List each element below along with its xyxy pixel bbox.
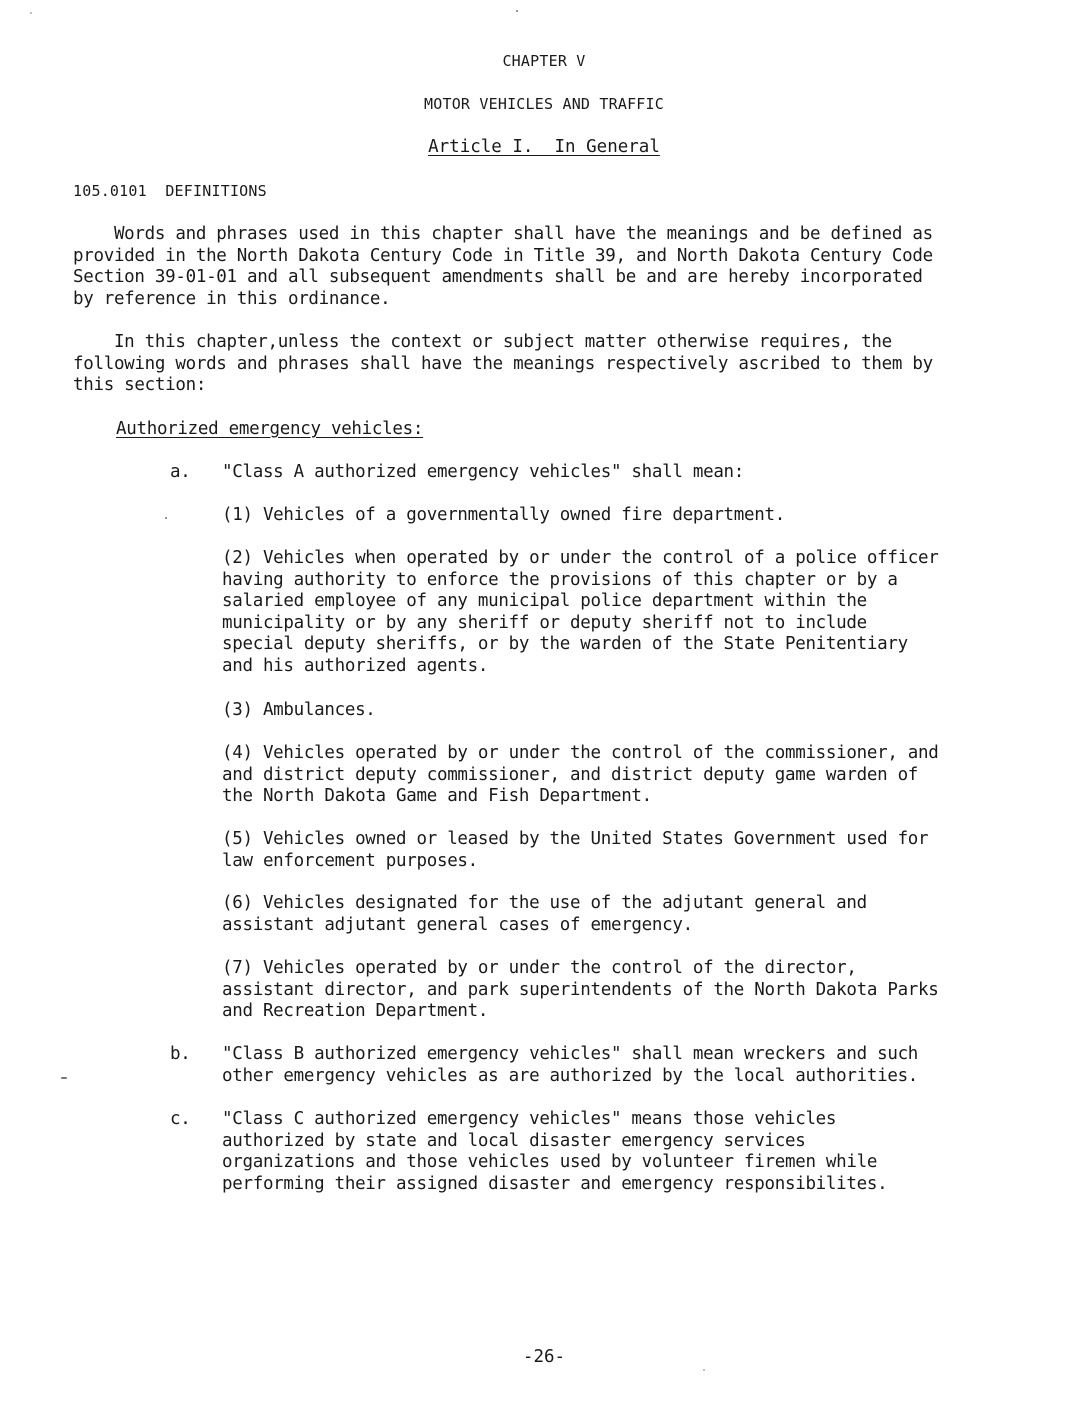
item-b-text: [222, 1044, 918, 1087]
scan-speck: [165, 517, 167, 519]
scan-speck: [516, 10, 518, 12]
paragraph-line: Section 39-01-01 and all subsequent amendments shall be and are hereby incorporated: [73, 267, 923, 288]
subitem-line: (1) Vehicles of a governmentally owned fire department.: [222, 505, 785, 525]
subitem-line: law enforcement purposes.: [222, 850, 478, 871]
item-line: "Class C authorized emergency vehicles" means those vehicles: [222, 1109, 837, 1129]
item-a-text: "Class A authorized emergency vehicles" shall mean:: [222, 462, 745, 482]
subitem-line: salaried employee of any municipal police department within the: [222, 591, 867, 612]
scan-speck: [61, 1077, 67, 1079]
definition-heading-text: Authorized emergency vehicles:: [116, 419, 424, 439]
item-c-text: [222, 1109, 887, 1195]
paragraph-chapter-scope: [73, 332, 933, 397]
subitem-line: (2) Vehicles when operated by or under the control of a police officer: [222, 548, 939, 568]
article-heading-text: Article I. In General: [428, 137, 660, 157]
item-a-marker: a.: [170, 462, 191, 482]
item-line: performing their assigned disaster and emergency responsibilites.: [222, 1173, 888, 1194]
subitem-7: [222, 958, 939, 1023]
subitem-line: special deputy sheriffs, or by the warden of the State Penitentiary: [222, 634, 908, 655]
subitem-line: and his authorized agents.: [222, 655, 489, 676]
article-heading: [0, 136, 1088, 158]
chapter-heading: CHAPTER V: [502, 52, 586, 70]
subitem-line: (4) Vehicles operated by or under the control of the commissioner, and: [222, 743, 939, 763]
subitem-2: [222, 548, 939, 678]
paragraph-line: following words and phrases shall have the meanings respectively ascribed to them by: [73, 353, 933, 374]
subitem-line: (5) Vehicles owned or leased by the United States Government used for: [222, 829, 929, 849]
subitem-line: (7) Vehicles operated by or under the control of the director,: [222, 958, 857, 978]
section-title: DEFINITIONS: [165, 182, 267, 200]
subitem-line: the North Dakota Game and Fish Department.: [222, 786, 652, 807]
subitem-line: (6) Vehicles designated for the use of the adjutant general and: [222, 893, 867, 913]
section-heading: [73, 181, 267, 203]
paragraph-line: provided in the North Dakota Century Code in Title 39, and North Dakota Century Code: [73, 245, 933, 266]
scan-speck: [30, 12, 32, 14]
subitem-line: municipality or by any sheriff or deputy sheriff not to include: [222, 612, 867, 633]
chapter-title: MOTOR VEHICLES AND TRAFFIC: [424, 95, 664, 113]
page-number: -26-: [522, 1347, 566, 1367]
paragraph-definitions-intro: [73, 224, 933, 310]
subitem-3: [222, 700, 376, 722]
definition-heading: [116, 419, 423, 441]
subitem-line: and district deputy commissioner, and district deputy game warden of: [222, 764, 919, 785]
item-line: authorized by state and local disaster emergency services: [222, 1130, 806, 1151]
subitem-6: [222, 893, 867, 936]
item-b-marker: b.: [170, 1044, 191, 1064]
subitem-4: [222, 743, 939, 808]
paragraph-line: Words and phrases used in this chapter shall have the meanings and be defined as: [73, 224, 933, 244]
section-number: 105.0101: [73, 182, 147, 200]
subitem-line: assistant director, and park superintendents of the North Dakota Parks: [222, 979, 939, 1000]
paragraph-line: In this chapter,unless the context or subject matter otherwise requires, the: [73, 332, 892, 352]
subitem-1: [222, 505, 785, 527]
item-line: "Class B authorized emergency vehicles" shall mean wreckers and such: [222, 1044, 919, 1064]
item-line: organizations and those vehicles used by volunteer firemen while: [222, 1152, 878, 1173]
subitem-line: and Recreation Department.: [222, 1001, 489, 1022]
item-line: other emergency vehicles as are authorized by the local authorities.: [222, 1065, 919, 1086]
subitem-line: having authority to enforce the provisions of this chapter or by a: [222, 569, 898, 590]
paragraph-line: this section:: [73, 375, 207, 396]
subitem-line: (3) Ambulances.: [222, 700, 376, 720]
scan-speck: [703, 1369, 705, 1371]
paragraph-line: by reference in this ordinance.: [73, 288, 391, 309]
item-c-marker: c.: [170, 1109, 191, 1129]
subitem-5: [222, 829, 928, 872]
subitem-line: assistant adjutant general cases of emergency.: [222, 914, 693, 935]
